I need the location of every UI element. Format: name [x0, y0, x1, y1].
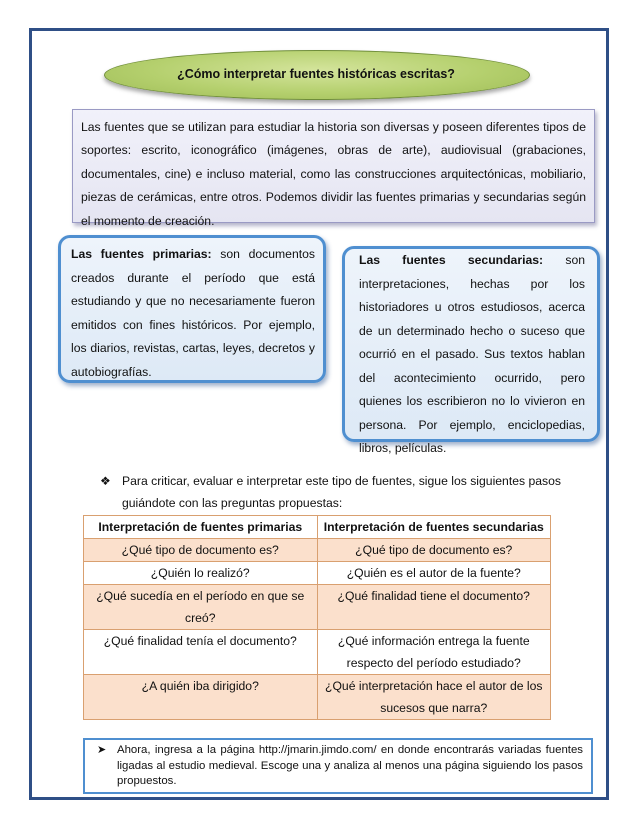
- table-cell: ¿Quién lo realizó?: [84, 562, 318, 585]
- questions-table: [83, 515, 551, 720]
- table-header-row: [84, 516, 551, 539]
- table-cell: ¿Qué información entrega la fuente respecto del período estudiado?: [317, 630, 551, 675]
- arrow-bullet-icon: ➤: [97, 744, 107, 756]
- header-secondary: Interpretación de fuentes secundarias: [317, 516, 551, 539]
- table-cell: ¿Qué tipo de documento es?: [84, 539, 318, 562]
- instructions-text: Para criticar, evaluar e interpretar este tipo de fuentes, sigue los siguientes pasos guiándote con las preguntas propuestas:: [122, 474, 561, 510]
- diamond-bullet-icon: ❖: [100, 474, 111, 488]
- header-primary: Interpretación de fuentes primarias: [84, 516, 318, 539]
- table-cell: ¿Qué finalidad tenía el documento?: [84, 630, 318, 675]
- table-row: [84, 630, 551, 675]
- table-cell: ¿Qué sucedía en el período en que se creó?: [84, 585, 318, 630]
- primary-sources-term: Las fuentes primarias:: [71, 247, 212, 261]
- table-row: [84, 675, 551, 720]
- table-row: [84, 562, 551, 585]
- intro-paragraph: Las fuentes que se utilizan para estudiar la historia son diversas y poseen diferentes tipos de soportes: escrito, iconográfico (imágenes, obras de arte), audiovisual (grabaciones, documentales, cine) e incluso material, como las construcciones arquitectónicas, mobiliario, piezas de cerámicas, entre otros. Podemos dividir las fuentes primarias y secundarias según el momento de creación.: [72, 109, 595, 223]
- table-cell: ¿Qué interpretación hace el autor de los sucesos que narra?: [317, 675, 551, 720]
- page-title: ¿Cómo interpretar fuentes históricas escritas?: [177, 67, 455, 81]
- table-cell: ¿Qué finalidad tiene el documento?: [317, 585, 551, 630]
- instructions-bullet: [100, 470, 574, 514]
- secondary-sources-text: son interpretaciones, hechas por los historiadores u otros estudiosos, acerca de un determinado hecho o suceso que ocurrió en el pasado. Sus textos hablan del acontecimiento ocurrido, pero quienes los escribieron no lo vivieron en persona. Por ejemplo, enciclopedias, libros, películas.: [359, 253, 585, 455]
- primary-sources-box: [58, 235, 326, 383]
- secondary-sources-box: [342, 246, 600, 455]
- table-row: [84, 539, 551, 562]
- table-cell: ¿Quién es el autor de la fuente?: [317, 562, 551, 585]
- activity-instruction-text: Ahora, ingresa a la página http://jmarin.jimdo.com/ en donde encontrarás variadas fuentes ligadas al estudio medieval. Escoge una y analiza al menos una página siguiendo los pasos propuestos.: [117, 744, 583, 787]
- primary-sources-text: son documentos creados durante el período que está estudiando y que no necesariamente fueron emitidos con fines históricos. Por ejemplo, los diarios, revistas, cartas, leyes, decretos y autobiografías.: [71, 247, 315, 379]
- table-cell: ¿A quién iba dirigido?: [84, 675, 318, 720]
- secondary-sources-term: Las fuentes secundarias:: [359, 253, 544, 267]
- table-row: [84, 585, 551, 630]
- table-cell: ¿Qué tipo de documento es?: [317, 539, 551, 562]
- activity-instruction-box: [83, 738, 593, 794]
